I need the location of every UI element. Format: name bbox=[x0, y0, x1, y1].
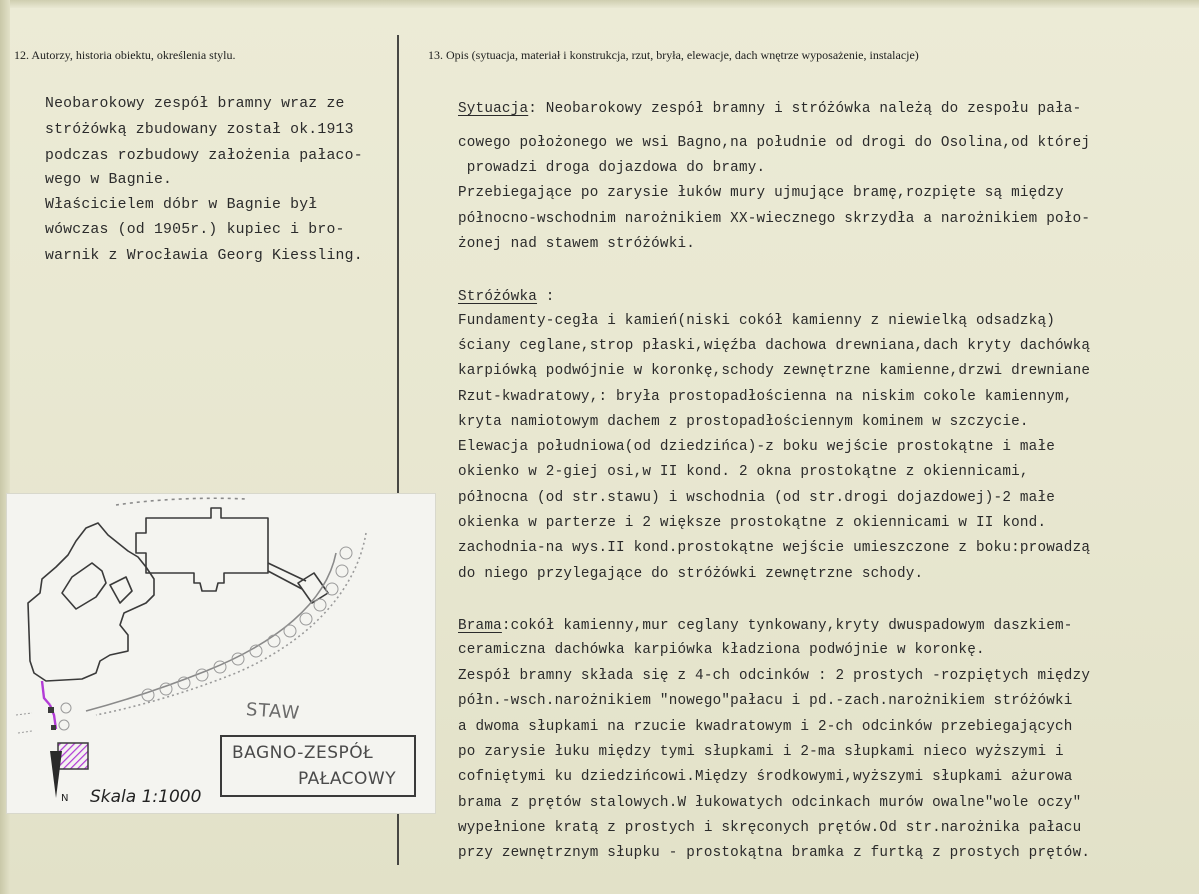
strozowka-heading-line bbox=[458, 289, 555, 305]
strozowka-line: Rzut-kwadratowy,: bryła prostopadłościenna na niskim cokole kamiennym, bbox=[458, 389, 1073, 405]
plan-title-line-1: BAGNO-ZESPÓŁ bbox=[232, 743, 374, 763]
history-line: Właścicielem dóbr w Bagnie był bbox=[45, 197, 318, 213]
strozowka-heading-colon: : bbox=[537, 289, 555, 305]
sytuacja-heading: Sytuacja bbox=[458, 101, 529, 117]
brama-line: Zespół bramny składa się z 4-ch odcinków : 2 prostych -rozpiętych między bbox=[458, 668, 1091, 684]
brama-line: brama z prętów stalowych.W łukowatych odcinkach murów owalne"wole oczy" bbox=[458, 795, 1082, 811]
pond-label: STAW bbox=[245, 699, 301, 724]
history-line: podczas rozbudowy założenia pałaco- bbox=[45, 148, 363, 164]
strozowka-line: okienka w parterze i 2 większe prostokątne z okiennicami w II kond. bbox=[458, 515, 1047, 531]
brama-line: wypełnione kratą z prostych i skręconych prętów.Od str.narożnika pałacu bbox=[458, 820, 1082, 836]
strozowka-line: północna (od str.stawu) i wschodnia (od str.drogi dojazdowej)-2 małe bbox=[458, 490, 1056, 506]
section-13-header: 13. Opis (sytuacja, materiał i konstrukcja, rzut, bryła, elewacje, dach wnętrze wyposażenie, instalacje) bbox=[428, 48, 919, 62]
sytuacja-line: północno-wschodnim narożnikiem XX-wiecznego skrzydła a narożnikiem poło- bbox=[458, 211, 1091, 227]
strozowka-line: do niego przylegające do stróżówki zewnętrzne schody. bbox=[458, 566, 924, 582]
north-arrow-icon bbox=[50, 751, 62, 798]
strozowka-line: zachodnia-na wys.II kond.prostokątne wejście umieszczone z boku:prowadzą bbox=[458, 540, 1091, 556]
brama-line-1-text: :cokół kamienny,mur ceglany tynkowany,kryty dwuspadowym daszkiem- bbox=[501, 618, 1073, 634]
brama-line: przy zewnętrznym słupku - prostokątna bramka z furtką z prostych prętów. bbox=[458, 845, 1091, 861]
sytuacja-line: prowadzi droga dojazdowa do bramy. bbox=[458, 160, 766, 176]
section-12-header: 12. Autorzy, historia obiektu, określenia stylu. bbox=[14, 48, 236, 62]
strozowka-heading: Stróżówka bbox=[458, 289, 538, 305]
sytuacja-line: cowego położonego we wsi Bagno,na południe od drogi do Osolina,od której bbox=[458, 135, 1091, 151]
history-line: Neobarokowy zespół bramny wraz ze bbox=[45, 96, 345, 112]
plan-scale-label: Skala 1:1000 bbox=[90, 787, 202, 807]
strozowka-line: ściany ceglane,strop płaski,więźba dachowa drewniana,dach kryty dachówką bbox=[458, 338, 1091, 354]
plan-title-box bbox=[220, 735, 416, 797]
history-line: warnik z Wrocławia Georg Kiessling. bbox=[45, 248, 363, 264]
sytuacja-line-1-text: : Neobarokowy zespół bramny i stróżówka należą do zespołu pała- bbox=[528, 101, 1082, 117]
card-top-edge bbox=[0, 0, 1199, 8]
brama-line: półn.-wsch.narożnikiem "nowego"pałacu i pd.-zach.narożnikiem stróżówki bbox=[458, 693, 1073, 709]
gatehouse-plan-mark bbox=[58, 743, 88, 769]
sytuacja-line: żonej nad stawem stróżówki. bbox=[458, 236, 696, 252]
brama-line: a dwoma słupkami na rzucie kwadratowym i 2-ch odcinków przebiegających bbox=[458, 719, 1073, 735]
strozowka-line: kryta namiotowym dachem z prostopadłościennym kominem w szczycie. bbox=[458, 414, 1029, 430]
plan-title-line-2: PAŁACOWY bbox=[298, 769, 397, 789]
brama-line: cofniętymi ku dziedzińcowi.Między środkowymi,wyższymi słupkami ażurowa bbox=[458, 769, 1073, 785]
site-plan-photo bbox=[6, 493, 436, 814]
history-line: wego w Bagnie. bbox=[45, 172, 173, 188]
brama-line-1 bbox=[458, 618, 1073, 634]
brama-line: po zarysie łuku między tymi słupkami i 2-ma słupkami nieco wyższymi i bbox=[458, 744, 1064, 760]
strozowka-line: karpiówką podwójnie w koronkę,schody zewnętrzne kamienne,drzwi drewniane bbox=[458, 363, 1091, 379]
strozowka-line: okienko w 2-giej osi,w II kond. 2 okna prostokątne z okiennicami, bbox=[458, 464, 1029, 480]
sytuacja-line: Przebiegające po zarysie łuków mury ujmujące bramę,rozpięte są między bbox=[458, 185, 1064, 201]
sytuacja-line-1 bbox=[458, 101, 1081, 117]
brama-line: ceramiczna dachówka karpiówka kładziona podwójnie w koronkę. bbox=[458, 642, 985, 658]
strozowka-line: Elewacja południowa(od dziedzińca)-z boku wejście prostokątne i małe bbox=[458, 439, 1056, 455]
history-line: wówczas (od 1905r.) kupiec i bro- bbox=[45, 222, 345, 238]
north-label: N bbox=[61, 793, 69, 804]
strozowka-line: Fundamenty-cegła i kamień(niski cokół kamienny z niewielką odsadzką) bbox=[458, 313, 1056, 329]
history-line: stróżówką zbudowany został ok.1913 bbox=[45, 122, 354, 138]
brama-heading: Brama bbox=[458, 618, 502, 634]
